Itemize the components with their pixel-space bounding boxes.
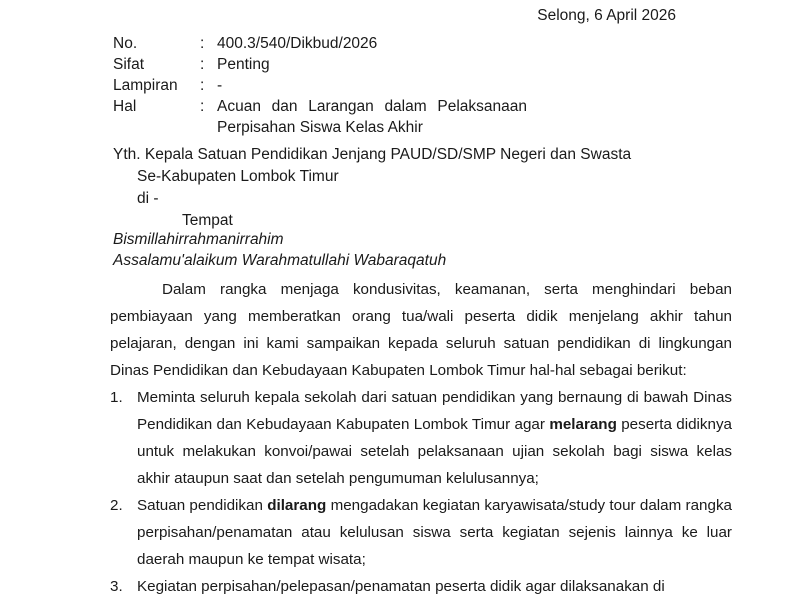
meta-colon-attachment: :	[200, 77, 205, 94]
addressee-line-di: di -	[137, 190, 159, 207]
list-item-marker: 3.	[110, 578, 123, 595]
list-item-text-part1: Meminta seluruh kepala sekolah dari satuan pendidikan yang bernaung di bawah Dinas Pendidikan dan Kebudayaan Kabupaten Lombok Timur agar	[137, 389, 732, 433]
letter-body	[110, 276, 732, 600]
meta-value-subject-line1: Acuan dan Larangan dalam Pelaksanaan	[217, 98, 527, 115]
intro-paragraph: Dalam rangka menjaga kondusivitas, keamanan, serta menghindari beban pembiayaan yang memberatkan orang tua/wali peserta didik menjelang akhir tahun pelajaran, dengan ini kami sampaikan kepada seluruh satuan pendidikan di lingkungan Dinas Pendidikan dan Kebudayaan Kabupaten Lombok Timur hal-hal sebagai berikut:	[110, 281, 732, 379]
list-item-text-part2: peserta didiknya untuk melakukan konvoi/pawai setelah pelaksanaan ujian sekolah bagi siswa kelas akhir ataupun saat dan setelah pengumuman kelulusannya;	[137, 416, 732, 487]
list-item-text-part1: Kegiatan perpisahan/pelepasan/penamatan peserta didik agar dilaksanakan di	[137, 578, 665, 595]
list-item-text-part2: mengadakan kegiatan karyawisata/study tour dalam rangka perpisahan/penamatan atau kelulusan siswa serta kegiatan sejenis lainnya ke luar daerah maupun ke tempat wisata;	[137, 497, 732, 568]
addressee-line-recipient: Yth. Kepala Satuan Pendidikan Jenjang PAUD/SD/SMP Negeri dan Swasta	[113, 146, 632, 163]
list-item	[110, 573, 732, 600]
meta-colon-number: :	[200, 35, 205, 52]
addressee-line-region: Se-Kabupaten Lombok Timur	[137, 168, 339, 185]
meta-row-subject	[113, 96, 733, 138]
meta-colon-nature: :	[200, 56, 205, 73]
list-item-emphasis: melarang	[549, 416, 617, 433]
numbered-list	[110, 384, 732, 600]
meta-label-attachment: Lampiran	[113, 77, 178, 94]
list-item	[110, 492, 732, 573]
meta-value-nature: Penting	[217, 56, 270, 73]
salutation-block	[113, 229, 753, 271]
addressee-line-tempat: Tempat	[182, 212, 233, 229]
meta-label-nature: Sifat	[113, 56, 145, 73]
list-item-text-part1: Satuan pendidikan	[137, 497, 268, 514]
meta-row-number	[113, 33, 733, 54]
list-item-marker: 1.	[110, 389, 123, 406]
meta-label-subject: Hal	[113, 98, 137, 115]
meta-value-attachment: -	[217, 77, 223, 94]
letter-meta-block	[113, 33, 733, 138]
meta-value-subject-wrap	[217, 96, 527, 138]
meta-label-number: No.	[113, 35, 138, 52]
list-item	[110, 384, 732, 492]
meta-value-number: 400.3/540/Dikbud/2026	[217, 35, 378, 52]
salutation-basmalah: Bismillahirrahmanirrahim	[113, 231, 284, 248]
list-item-marker: 2.	[110, 497, 123, 514]
list-item-emphasis: dilarang	[267, 497, 327, 514]
place-and-date: Selong, 6 April 2026	[537, 7, 676, 24]
meta-row-attachment	[113, 75, 733, 96]
meta-value-subject-line2: Perpisahan Siswa Kelas Akhir	[217, 119, 423, 136]
meta-colon-subject: :	[200, 98, 205, 115]
addressee-block	[113, 144, 753, 232]
meta-row-nature	[113, 54, 733, 75]
salutation-salam: Assalamu'alaikum Warahmatullahi Wabaraqatuh	[113, 252, 447, 269]
